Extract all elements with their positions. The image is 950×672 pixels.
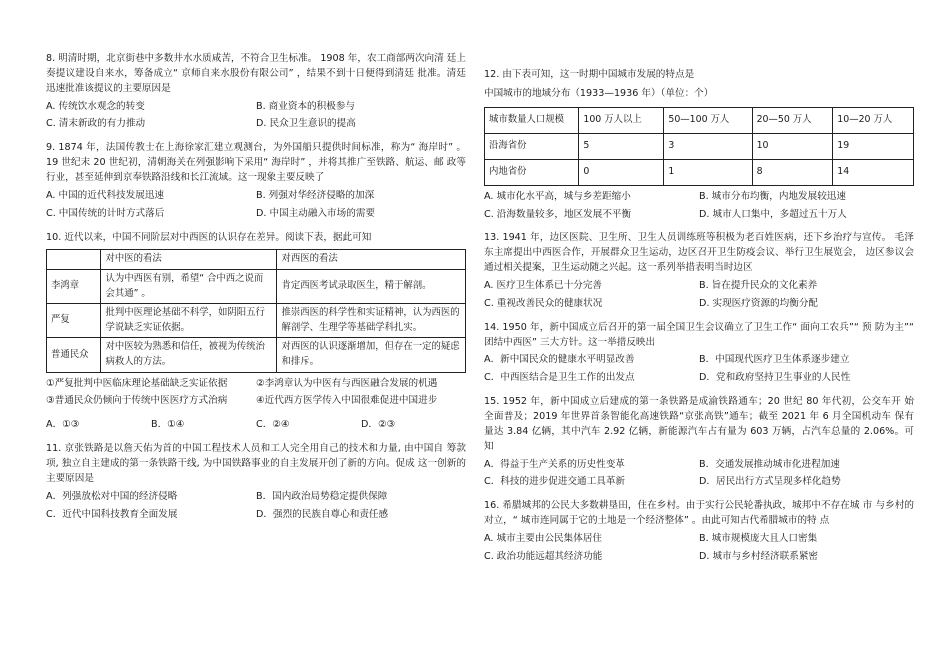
question-8: [46, 52, 466, 135]
question-9-option-a[interactable]: A. 中国的近代科技发展迅速: [46, 189, 165, 201]
question-8-option-c[interactable]: C. 清末新政的有力推动: [46, 118, 146, 130]
question-10-option-b[interactable]: B．①④: [151, 419, 185, 431]
question-13-option-c[interactable]: C. 重视改善民众的健康状况: [484, 297, 603, 309]
question-14-options: [484, 353, 914, 389]
question-16-options: [484, 532, 914, 568]
question-10-options: [46, 418, 466, 436]
table-header-cell: 100 万人以上: [579, 107, 664, 133]
question-13: [484, 231, 914, 314]
question-9-option-d[interactable]: D. 中国主动融入市场的需要: [256, 207, 376, 219]
question-12-option-d[interactable]: D. 城市人口集中，多超过五十万人: [699, 208, 847, 220]
question-16-option-b[interactable]: B. 城市规模庞大且人口密集: [699, 533, 818, 545]
question-12-options: [484, 190, 914, 226]
table-cell: 内地省份: [485, 159, 579, 185]
table-cell: 5: [579, 133, 664, 159]
question-9: [46, 141, 466, 224]
table-header-cell: 对中医的看法: [101, 250, 277, 270]
question-11-option-d[interactable]: D．强烈的民族自尊心和责任感: [256, 508, 389, 520]
table-header-cell: 对西医的看法: [277, 250, 466, 270]
table-cell: 对中医较为熟悉和信任，被视为传统治病救人的方法。: [101, 338, 277, 372]
question-12-option-b[interactable]: B. 城市分布均衡，内地发展较迅速: [699, 190, 846, 202]
question-14-option-b[interactable]: B．中国现代医疗卫生体系逐步建立: [699, 354, 850, 366]
question-15-options: [484, 458, 914, 494]
statement-1: ①严复批判中医临床理论基础缺乏实证依据: [46, 377, 228, 389]
table-header-cell: 10—20 万人: [833, 107, 914, 133]
question-14-option-c[interactable]: C．中西医结合是卫生工作的出发点: [484, 372, 635, 384]
question-11-options: [46, 490, 466, 526]
question-10-statements: [46, 377, 466, 413]
table-header-row: [47, 250, 466, 270]
table-header-cell: 50—100 万人: [664, 107, 752, 133]
question-15-stem: 15. 1952 年，新中国成立后建成的第一条铁路是成渝铁路通车；20 世纪 80 年代初，公交车开 始 全面普及；2019 年世界首条智能化高速铁路“京张高铁”通车；截至 2021 年 6 月全国机动车 保有 量达 3.84 亿辆，其中汽车 2.92 亿辆，新能源汽车占有量为 603 万辆，占汽车总量的 2.06%。可 知: [484, 396, 914, 452]
question-14: [484, 321, 914, 389]
right-column: [484, 68, 914, 574]
table-cell: 沿海省份: [485, 133, 579, 159]
question-13-option-d[interactable]: D. 实现医疗资源的均衡分配: [699, 297, 819, 309]
table-cell: 李鸿章: [47, 270, 101, 304]
table-cell: 批判中医理论基础不科学，如阴阳五行学说缺乏实证依据。: [101, 304, 277, 338]
question-14-option-d[interactable]: D．党和政府坚持卫生事业的人民性: [699, 372, 851, 384]
question-10-table: [46, 249, 466, 372]
table-cell: 14: [833, 159, 914, 185]
table-header-cell: [47, 250, 101, 270]
question-9-option-b[interactable]: B. 列强对华经济侵略的加深: [256, 189, 375, 201]
question-8-stem: 8. 明清时期，北京街巷中多数井水水质咸苦，不符合卫生标准。 1908 年，农工商部两次向清 廷上奏提议建设自来水，筹备成立“ 京师自来水股份有限公司” ，结果不到十日便得到清廷 批准。清廷迅速批准该提议的主要原因是: [46, 53, 466, 94]
question-16-option-a[interactable]: A. 城市主要由公民集体居住: [484, 533, 603, 545]
question-8-option-b[interactable]: B. 商业资本的积极参与: [256, 100, 356, 112]
table-row: [47, 304, 466, 338]
question-8-options: [46, 100, 466, 136]
table-cell: 8: [752, 159, 833, 185]
table-cell: 普通民众: [47, 338, 101, 372]
statement-4: ④近代西方医学传入中国很难促进中国进步: [256, 395, 438, 407]
table-cell: 严复: [47, 304, 101, 338]
left-column: [46, 52, 466, 531]
question-10-option-a[interactable]: A．①③: [46, 419, 80, 431]
question-8-option-d[interactable]: D. 民众卫生意识的提高: [256, 118, 356, 130]
question-10-stem: 10. 近代以来，中国不同阶层对中西医的认识存在差异。阅读下表，据此可知: [46, 231, 372, 243]
question-9-stem: 9. 1874 年，法国传教士在上海徐家汇建立观测台，为外国船只提供时间标准，称为“ 海岸时” 。 19 世纪末 20 世纪初，清朝海关在列强影响下采用“ 海岸时” ，并将其推广至铁路、航运、邮 政等行业，甚至延伸到京奉铁路沿线和长江流域。这一现象主要反映了: [46, 142, 466, 184]
table-row: [47, 270, 466, 304]
question-12: [484, 68, 914, 225]
question-14-stem: 14. 1950 年，新中国成立后召开的第一届全国卫生会议确立了卫生工作“ 面向工农兵”“ 预 防为主”“ 团结中西医” 三大方针。这一举措反映出: [484, 321, 914, 348]
question-10-option-c[interactable]: C．②④: [256, 419, 290, 431]
table-header-row: [485, 107, 914, 133]
question-9-option-c[interactable]: C. 中国传统的计时方式落后: [46, 207, 165, 219]
question-11-stem: 11. 京张铁路是以詹天佑为首的中国工程技术人员和工人完全用自己的技术和力量, 由中国自 筹款项, 独立自主建成的第一条铁路干线, 为中国铁路事业的自主发展开创了新的方向。促成 这一创新的主要原因是: [46, 443, 466, 484]
table-header-cell: 城市数量人口规模: [485, 107, 579, 133]
table-cell: 19: [833, 133, 914, 159]
table-row: [485, 133, 914, 159]
table-cell: 对西医的认识逐渐增加，但存在一定的疑虑和排斥。: [277, 338, 466, 372]
question-13-option-a[interactable]: A. 医疗卫生体系已十分完善: [484, 280, 603, 292]
table-cell: 推崇西医的科学性和实证精神，认为西医的解剖学、生理学等基础学科扎实。: [277, 304, 466, 338]
question-11-option-a[interactable]: A．列强放松对中国的经济侵略: [46, 490, 178, 502]
question-15-option-c[interactable]: C．科技的进步促进交通工具革新: [484, 476, 626, 488]
question-10: [46, 231, 466, 436]
table-cell: 0: [579, 159, 664, 185]
question-12-stem: 12. 由下表可知，这一时期中国城市发展的特点是: [484, 69, 695, 80]
question-12-option-c[interactable]: C. 沿海数量较多，地区发展不平衡: [484, 208, 632, 220]
question-14-option-a[interactable]: A．新中国民众的健康水平明显改善: [484, 354, 635, 366]
question-16-option-d[interactable]: D. 城市与乡村经济联系紧密: [699, 550, 819, 562]
question-11-option-b[interactable]: B．国内政治局势稳定提供保障: [256, 490, 388, 502]
table-cell: 认为中西医有别，希望“ 合中西之说而会其通” 。: [101, 270, 277, 304]
question-15-option-a[interactable]: A．得益于生产关系的历史性变革: [484, 458, 625, 470]
question-12-table-caption: 中国城市的地域分布（1933—1936 年）（单位：个）: [484, 87, 714, 99]
question-16-option-c[interactable]: C. 政治功能远超其经济功能: [484, 550, 603, 562]
table-cell: 肯定西医考试录取医生，精于解剖。: [277, 270, 466, 304]
table-header-cell: 20—50 万人: [752, 107, 833, 133]
table-row: [47, 338, 466, 372]
question-12-table: [484, 107, 914, 186]
question-13-stem: 13. 1941 年，边区医院、卫生所、卫生人员训练班等积极为老百姓医病，还下乡治疗与宣传。 毛泽东主席提出中西医合作，开展群众卫生运动，边区召开卫生防疫会议、举行卫生展览会， 边区参议会通过相关提案，卫生运动随之兴起。这一系列举措表明当时边区: [484, 232, 914, 274]
question-8-option-a[interactable]: A. 传统饮水观念的转变: [46, 100, 145, 112]
question-16: [484, 499, 914, 567]
question-15-option-b[interactable]: B．交通发展推动城市化进程加速: [699, 458, 840, 470]
question-10-option-d[interactable]: D．②③: [361, 419, 396, 431]
table-cell: 3: [664, 133, 752, 159]
question-11: [46, 442, 466, 525]
question-16-stem: 16. 希腊城邦的公民大多数耕垦田，住在乡村。由于实行公民轮番执政，城邦中不存在城 市 与乡村的对立，“ 城市连同属于它的土地是一个经济整体” 。由此可知古代希腊城市的特 点: [484, 500, 914, 527]
table-row: [485, 159, 914, 185]
statement-3: ③普通民众仍倾向于传统中医医疗方式治病: [46, 395, 228, 407]
question-12-option-a[interactable]: A. 城市化水平高，城与乡差距缩小: [484, 190, 631, 202]
table-cell: 1: [664, 159, 752, 185]
question-13-option-b[interactable]: B. 旨在提升民众的文化素养: [699, 280, 818, 292]
question-15-option-d[interactable]: D．居民出行方式呈现多样化趋势: [699, 476, 841, 488]
question-13-options: [484, 279, 914, 315]
question-15: [484, 395, 914, 493]
question-9-options: [46, 189, 466, 225]
statement-2: ②李鸿章认为中医有与西医融合发展的机遇: [256, 377, 438, 389]
question-11-option-c[interactable]: C．近代中国科技教育全面发展: [46, 508, 178, 520]
table-cell: 10: [752, 133, 833, 159]
